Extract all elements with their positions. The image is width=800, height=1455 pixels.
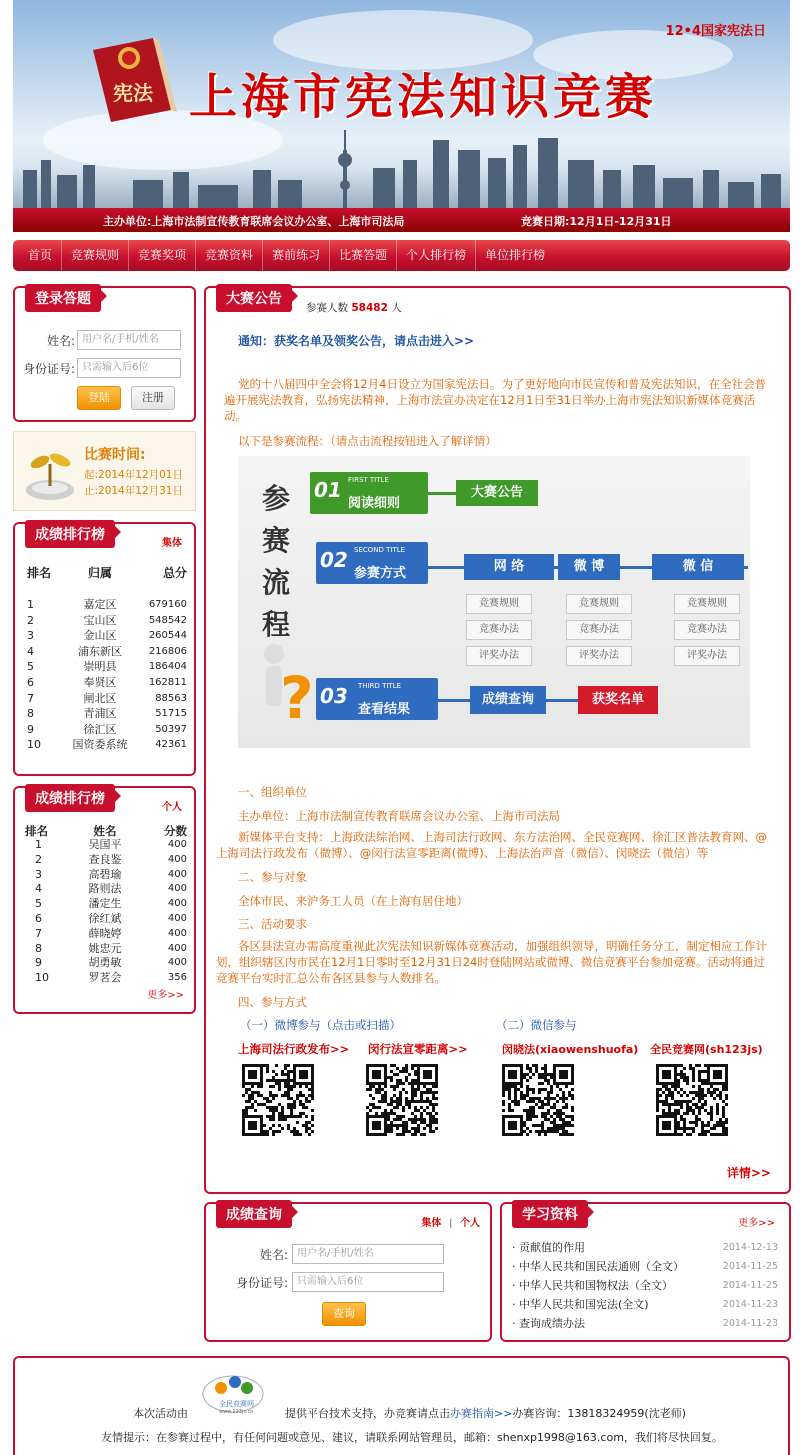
total-cell: 260544: [148, 630, 187, 642]
table-row: [25, 971, 187, 986]
announcement-title: 大赛公告: [216, 284, 292, 312]
weixin-participation-label: （二）微信参与: [496, 1018, 577, 1032]
total-cell: 162811: [148, 676, 187, 688]
table-row: [27, 675, 187, 691]
organizer-text: 主办单位:上海市法制宣传教育联席会议办公室、上海市司法局: [103, 215, 405, 228]
nav-item-materials[interactable]: 竞赛资料: [196, 240, 263, 271]
quanmin-logo-icon[interactable]: [201, 1368, 271, 1414]
owner-cell: 徐汇区: [83, 722, 117, 736]
owner-cell: 崇明县: [83, 660, 117, 674]
individual-more-link[interactable]: 更多>>: [147, 990, 184, 1001]
name-label: 姓名:: [46, 333, 75, 348]
constitution-book-icon: [83, 30, 178, 125]
table-row: [25, 882, 187, 897]
name-cell: 薛晓婷: [88, 926, 122, 940]
qr-label-shanghai-justice[interactable]: 上海司法行政发布>>: [238, 1042, 350, 1056]
contest-dates-text: 竞赛日期:12月1日-12月31日: [521, 215, 672, 228]
rank-cell: 10: [35, 971, 49, 985]
owner-cell: 嘉定区: [83, 598, 117, 611]
table-row: [25, 927, 187, 942]
total-cell: 42361: [155, 739, 187, 751]
owner-cell: 宝山区: [83, 613, 117, 627]
table-row: [27, 706, 187, 722]
flow-sub-item[interactable]: 评奖办法: [566, 646, 632, 666]
table-row: [27, 628, 187, 644]
weibo-participation-label[interactable]: （一）微博参与（点击或扫描）: [240, 1018, 401, 1032]
name-cell: 路则法: [88, 882, 122, 896]
name-cell: 高碧瑜: [88, 867, 122, 881]
table-row: [27, 644, 187, 660]
media-support-text: 新媒体平台支持：上海政法综治网、上海司法行政网、东方法治网、全民竞赛网、徐汇区普法教育网、@上海司法行政发布（微博）、@闵行法宣零距离(微博)、上海法治声音（微信）、闵晓法（微信）等: [216, 830, 767, 860]
col-score: 分数: [164, 824, 187, 838]
flow-sub-item[interactable]: 竞赛办法: [674, 620, 740, 640]
register-button[interactable]: 注册: [131, 386, 175, 410]
header-info-bar: [13, 208, 790, 232]
study-item[interactable]: · 中华人民共和国物权法（全文） 2014-11-25: [512, 1276, 778, 1295]
study-item-date: 2014-12-13: [722, 1242, 778, 1253]
study-more-link[interactable]: 更多>>: [738, 1218, 775, 1229]
collective-rank-list: [27, 597, 187, 753]
section4-title: 四、参与方式: [238, 995, 307, 1009]
flow-sub-item[interactable]: 竞赛办法: [466, 620, 532, 640]
score-cell: 400: [167, 927, 187, 939]
book-label: 宪法: [113, 81, 153, 105]
contest-time-panel: [13, 431, 196, 511]
table-row: [27, 659, 187, 675]
col-rank: 排名: [27, 566, 52, 580]
rank-cell: 5: [35, 897, 42, 911]
tab-individual[interactable]: 个人: [460, 1218, 480, 1229]
score-query-title: 成绩查询: [216, 1200, 292, 1228]
footer-support-text: 提供平台技术支持，办竞赛请点击办赛指南>>办赛咨询：13818324959(沈老师): [285, 1407, 687, 1420]
participants-unit: 人: [391, 302, 402, 314]
name-cell: 吴国平: [88, 838, 122, 851]
qr-label-xiaowen: 闵晓法(xiaowenshuofa): [502, 1043, 639, 1056]
study-item[interactable]: · 中华人民共和国民法通则（全文） 2014-11-25: [512, 1257, 778, 1276]
nav-item-prizes[interactable]: 竞赛奖项: [129, 240, 196, 271]
rank-cell: 9: [35, 956, 42, 970]
score-cell: 400: [167, 942, 187, 954]
constitution-day-badge: 12•4国家宪法日: [665, 24, 766, 39]
owner-cell: 青浦区: [83, 707, 117, 721]
host-text: 主办单位：上海市法制宣传教育联席会议办公室、上海市司法局: [238, 809, 560, 823]
collective-rank-header: [27, 564, 187, 581]
total-cell: 216806: [148, 645, 187, 657]
contest-start: 起:2014年12月01日: [84, 469, 183, 481]
footer-tip: 友情提示：在参赛过程中，有任何问题或意见、建议，请联系网站管理员，邮箱：shenxp1998@163.com，我们将尽快回复。: [101, 1431, 723, 1444]
header-banner: [13, 0, 790, 232]
study-item[interactable]: · 中华人民共和国宪法(全文) 2014-11-23: [512, 1295, 778, 1314]
footer: [13, 1356, 790, 1455]
svg-text:全民竞赛网: 全民竞赛网: [219, 1400, 254, 1408]
participants-info: [306, 300, 402, 315]
flow-sub-item[interactable]: 评奖办法: [466, 646, 532, 666]
table-row: [25, 868, 187, 883]
contest-time-title: 比赛时间:: [84, 447, 146, 463]
step1-box[interactable]: 01 FIRST TITLE 阅读细则: [310, 472, 428, 514]
table-row: [25, 956, 187, 971]
table-row: [27, 737, 187, 753]
total-cell: 548542: [148, 614, 187, 626]
query-id-label: 身份证号:: [235, 1275, 288, 1290]
score-cell: 400: [167, 868, 187, 880]
nav-item-practice[interactable]: 赛前练习: [263, 240, 330, 271]
study-item-title[interactable]: 贡献值的作用: [519, 1241, 585, 1254]
section1-title: 一、组织单位: [238, 785, 307, 799]
login-button[interactable]: 登陆: [77, 386, 121, 410]
study-item-title[interactable]: 中华人民共和国物权法（全文）: [519, 1279, 673, 1292]
study-item[interactable]: · 查询成绩办法 2014-11-23: [512, 1314, 778, 1333]
study-item-date: 2014-11-23: [722, 1318, 778, 1329]
rank-cell: 1: [35, 838, 42, 851]
name-cell: 查良鉴: [88, 852, 122, 866]
section2-title: 二、参与对象: [238, 870, 307, 884]
target-audience-text: 全体市民、来沪务工人员（在上海有居住地）: [238, 894, 468, 908]
table-row: [27, 722, 187, 738]
collective-rank-panel: [13, 522, 196, 776]
rank-cell: 8: [27, 707, 34, 721]
flow-sub-item[interactable]: 竞赛规则: [566, 594, 632, 614]
requirements-text: 各区县法宣办需高度重视此次宪法知识新媒体竞赛活动，加强组织领导，明确任务分工，制定相应工作计划，组织辖区内市民在12月1日零时至12月31日24时登陆网站或微博、微信竞赛平台参加竞赛。活动将通过竞赛平台实时汇总公布各区县参与人数排名。: [216, 939, 767, 985]
nav-item-rules[interactable]: 竞赛规则: [62, 240, 129, 271]
table-row: [27, 597, 187, 613]
table-row: [25, 942, 187, 957]
login-id-input[interactable]: 只需输入后6位: [77, 358, 181, 378]
score-cell: 400: [167, 853, 187, 865]
table-row: [25, 838, 187, 853]
flow-hint: 以下是参赛流程：（请点击流程按钮进入了解详情）: [238, 434, 497, 448]
rank-cell: 3: [35, 867, 42, 881]
id-label: 身份证号:: [22, 361, 75, 376]
channel-weixin[interactable]: 微 信: [652, 554, 744, 580]
rank-cell: 10: [27, 738, 41, 752]
query-name-input[interactable]: 用户名/手机/姓名: [292, 1244, 444, 1264]
participants-label: 参赛人数: [306, 302, 348, 314]
award-list-step[interactable]: 获奖名单: [578, 686, 658, 714]
score-cell: 400: [167, 883, 187, 895]
rank-cell: 9: [27, 722, 34, 736]
score-cell: 356: [167, 972, 187, 984]
col-rank: 排名: [25, 824, 48, 838]
study-materials-panel: [500, 1202, 791, 1342]
study-item-title[interactable]: 中华人民共和国民法通则（全文）: [519, 1260, 684, 1273]
rank-cell: 2: [35, 852, 42, 866]
qr-code-shanghai-justice[interactable]: [242, 1064, 314, 1136]
score-cell: 400: [167, 839, 187, 850]
channel-web[interactable]: 网 络: [464, 554, 554, 580]
score-query-tabs: 集体 | 个人: [421, 1218, 480, 1229]
qr-code-quanmin: [656, 1064, 728, 1136]
total-cell: 88563: [155, 692, 187, 704]
qr-code-minhang[interactable]: [366, 1064, 438, 1136]
qr-code-xiaowen: [502, 1064, 574, 1136]
owner-cell: 闸北区: [83, 691, 117, 705]
svg-text:?: ?: [280, 664, 314, 726]
total-cell: 186404: [148, 661, 187, 673]
study-item-date: 2014-11-25: [722, 1280, 778, 1291]
nav-item-answer[interactable]: 比赛答题: [330, 240, 397, 271]
score-cell: 400: [167, 898, 187, 910]
nav-item-home[interactable]: 首页: [19, 240, 62, 271]
tab-collective[interactable]: 集体: [421, 1218, 442, 1229]
login-name-input[interactable]: 用户名/手机/姓名: [77, 330, 181, 350]
rank-cell: 6: [27, 675, 34, 689]
study-item-title[interactable]: 中华人民共和国宪法(全文): [519, 1298, 649, 1311]
rank-cell: 7: [27, 691, 34, 705]
login-panel: [13, 286, 196, 422]
collective-tag[interactable]: 集体: [162, 538, 182, 549]
rank-cell: 1: [27, 598, 34, 611]
channel-weibo[interactable]: 微 博: [558, 554, 620, 580]
award-notice-link[interactable]: 通知：获奖名单及领奖公告，请点击进入>>: [238, 334, 475, 348]
login-title: 登录答题: [25, 284, 101, 312]
col-owner: 归属: [87, 566, 112, 580]
nav-item-unit-rank[interactable]: 单位排行榜: [485, 248, 546, 262]
study-item[interactable]: · 贡献值的作用 2014-12-13: [512, 1238, 778, 1257]
table-row: [25, 912, 187, 927]
owner-cell: 国资委系统: [72, 738, 128, 752]
intro-text: 党的十八届四中全会将12月4日设立为国家宪法日。为了更好地向市民宣传和普及宪法知识，在全社会普遍开展宪法教育，弘扬宪法精神，上海市法宣办决定在12月1日至31日举办上海市宪法知识新媒体竞赛活动。: [224, 377, 766, 423]
flow-sub-item[interactable]: 竞赛规则: [674, 594, 740, 614]
score-query-step[interactable]: 成绩查询: [470, 686, 546, 714]
owner-cell: 奉贤区: [83, 675, 117, 689]
qr-label-minhang[interactable]: 闵行法宣零距离>>: [368, 1042, 468, 1056]
total-cell: 51715: [155, 708, 187, 720]
query-id-input[interactable]: 只需输入后6位: [292, 1272, 444, 1292]
qr-label-quanmin: 全民竞赛网(sh123js): [650, 1043, 763, 1056]
rank-cell: 4: [35, 882, 42, 896]
owner-cell: 金山区: [83, 629, 117, 643]
study-list: [512, 1238, 778, 1333]
score-cell: 400: [167, 912, 187, 924]
step1-target[interactable]: 大赛公告: [456, 480, 538, 506]
study-item-date: 2014-11-23: [722, 1299, 778, 1310]
total-cell: 679160: [148, 599, 187, 610]
total-cell: 50397: [155, 723, 187, 735]
footer-prefix: 本次活动由: [133, 1407, 188, 1420]
rank-cell: 7: [35, 926, 42, 940]
individual-rank-title: 成绩排行榜: [25, 784, 115, 812]
col-total: 总分: [162, 566, 187, 580]
flow-title: 参 赛 流 程: [262, 482, 291, 641]
flow-sub-item[interactable]: 竞赛办法: [566, 620, 632, 640]
rank-cell: 4: [27, 644, 34, 658]
skyline-image: [13, 130, 790, 210]
query-button[interactable]: 查询: [322, 1302, 366, 1326]
contest-end: 止:2014年12月31日: [84, 485, 183, 497]
query-name-label: 姓名:: [259, 1247, 288, 1262]
sprout-disc-icon: [22, 442, 78, 502]
table-row: [25, 897, 187, 912]
contest-flow-diagram: [238, 456, 750, 748]
rank-cell: 6: [35, 911, 42, 925]
table-row: [27, 613, 187, 629]
name-cell: 胡勇敏: [88, 956, 122, 970]
score-cell: 400: [167, 957, 187, 969]
rank-cell: 8: [35, 941, 42, 955]
nav-item-individual-rank[interactable]: 个人排行榜: [397, 240, 476, 271]
name-cell: 潘定生: [88, 897, 122, 911]
rank-cell: 2: [27, 613, 34, 627]
collective-rank-title: 成绩排行榜: [25, 520, 115, 548]
table-row: [27, 691, 187, 707]
announcement-panel: [204, 286, 791, 1194]
guide-link[interactable]: 办赛指南>>: [450, 1407, 513, 1420]
table-row: [25, 853, 187, 868]
rank-cell: 5: [27, 660, 34, 674]
study-item-title[interactable]: 查询成绩办法: [519, 1317, 585, 1330]
name-cell: 罗茗会: [88, 971, 122, 985]
section3-title: 三、活动要求: [238, 917, 307, 931]
col-name: 姓名: [93, 824, 117, 838]
question-mark-figure-icon: [244, 636, 324, 726]
svg-text:www.123js.cn: www.123js.cn: [219, 1409, 254, 1414]
name-cell: 徐红斌: [88, 911, 122, 925]
individual-rank-panel: [13, 786, 196, 1014]
participants-count: 58482: [351, 302, 388, 314]
individual-tag[interactable]: 个人: [162, 802, 182, 813]
individual-rank-header: [25, 823, 187, 839]
step3-box[interactable]: 03 THIRD TITLE 查看结果: [316, 678, 438, 720]
name-cell: 姚忠元: [88, 941, 122, 955]
study-title: 学习资料: [512, 1200, 588, 1228]
main-nav: [13, 240, 790, 271]
rank-cell: 3: [27, 629, 34, 643]
individual-rank-list: [25, 838, 187, 986]
site-title: 上海市宪法知识竞赛: [189, 69, 658, 125]
details-link[interactable]: 详情>>: [726, 1166, 771, 1180]
owner-cell: 浦东新区: [78, 644, 122, 658]
step2-box[interactable]: 02 SECOND TITLE 参赛方式: [316, 542, 428, 584]
flow-sub-item[interactable]: 评奖办法: [674, 646, 740, 666]
flow-sub-item[interactable]: 竞赛规则: [466, 594, 532, 614]
study-item-date: 2014-11-25: [722, 1261, 778, 1272]
score-query-panel: [204, 1202, 492, 1342]
